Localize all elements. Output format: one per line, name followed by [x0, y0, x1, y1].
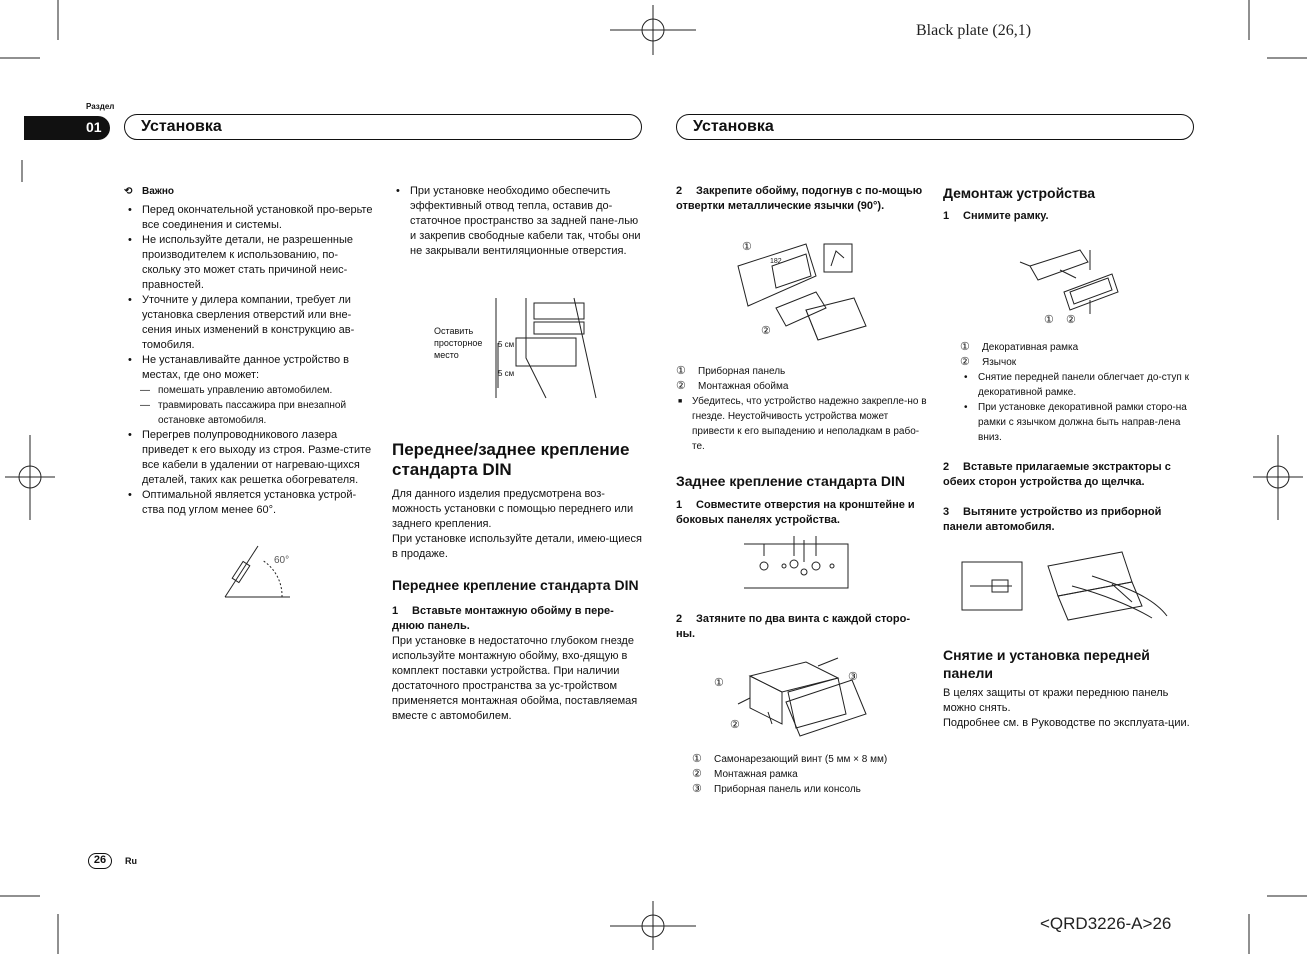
callout: ② — [730, 719, 740, 731]
fig-code: 182 — [770, 258, 782, 265]
caption: ① Приборная панель — [676, 365, 786, 377]
step: 1 Совместите отверстия на кронштейне и боковых панелях устройства. — [676, 499, 915, 526]
bullet: • Перегрев полупроводникового лазера приведет к его выходу из строя. Разме-стите все кабели в удалении от нагреваю-щихся деталей, таких как решетка обогревателя. — [124, 428, 376, 488]
column-2-lower — [392, 440, 642, 724]
step: 2 Затяните по два винта с каждой сторо-ны. — [676, 613, 911, 640]
section-number: 01 — [86, 119, 102, 135]
caption: ① Декоративная рамка — [960, 341, 1079, 353]
note: ■ Убедитесь, что устройство надежно закрепле-но в гнезде. Неустойчивость устройства может привести к его выпадению и неполадкам в рабо-те. — [676, 394, 928, 454]
step: 2 Закрепите обойму, подогнув с по-мощью отвертки металлические язычки (90°). — [676, 185, 923, 212]
caption: ③ Приборная панель или консоль — [692, 783, 861, 795]
sleeve-diagram — [736, 236, 866, 346]
important-icon: ⟲ — [124, 186, 133, 197]
important-heading: ⟲ Важно — [124, 186, 175, 197]
callout: ① — [1044, 314, 1054, 326]
column-3-mid — [676, 364, 928, 528]
column-4 — [943, 184, 1195, 224]
panel-heading: Снятие и установка передней панели — [943, 647, 1150, 681]
callout: ① — [714, 677, 724, 689]
angle-label: 60° — [274, 555, 290, 566]
language-label: Ru — [125, 856, 137, 866]
callout: ① — [742, 241, 752, 253]
column-3 — [676, 184, 928, 214]
extractor-diagram — [962, 546, 1174, 626]
bullet: • Не устанавливайте данное устройство в местах, где оно может: — [124, 353, 376, 383]
column-3-captions — [692, 752, 932, 797]
screw-diagram — [728, 654, 868, 738]
bullet: • Оптимальной является установка устрой-ства под углом менее 60°. — [124, 488, 376, 518]
callout: ② — [761, 325, 771, 337]
paragraph: В целях защиты от кражи переднюю панель можно снять. — [943, 687, 1169, 714]
paragraph: При установке в недостаточно глубоком гнезде используйте монтажную обойму, вхо-дящую в комплект поставки устройства. При наличии достаточного пространства за ус-тройством применяется монтажная обойма, поставляемая вместе с автомобилем. — [392, 635, 638, 722]
bullet: • Снятие передней панели облегчает до-ступ к декоративной рамке. — [960, 370, 1192, 400]
document-code: <QRD3226-A>26 — [1040, 914, 1172, 933]
step: 3 Вытяните устройство из приборной панели автомобиля. — [943, 506, 1162, 533]
bullet: • Не используйте детали, не разрешенные производителем к использованию, по-скольку это может стать причиной неис-правностей. — [124, 233, 376, 293]
sub-bullet: — помешать управлению автомобилем. — [124, 383, 376, 398]
sub-bullet: — травмировать пассажира при внезапной остановке автомобиля. — [124, 398, 376, 428]
step: 1 Снимите рамку. — [943, 210, 1049, 222]
front-din-heading: Переднее крепление стандарта DIN — [392, 577, 639, 593]
step: 1 Вставьте монтажную обойму в пере-днюю панель. — [392, 605, 614, 632]
remove-heading: Демонтаж устройства — [943, 185, 1096, 201]
column-4-captions — [960, 340, 1192, 445]
bullet: • При установке декоративной рамки сторо-на рамки с язычком должна быть направ-лена вниз. — [960, 400, 1192, 445]
bullet: • Перед окончательной установкой про-верьте все соединения и системы. — [124, 203, 376, 233]
din-heading: Переднее/заднее крепление стандарта DIN — [392, 440, 630, 479]
trim-ring-diagram — [1020, 244, 1120, 320]
right-header: Установка — [676, 114, 1194, 140]
angle-diagram — [222, 540, 297, 602]
page-number: 26 — [88, 853, 112, 869]
column-2 — [392, 184, 642, 259]
dim-label: 5 см — [498, 369, 515, 378]
bracket-diagram — [744, 536, 860, 592]
column-3-step2 — [676, 612, 928, 642]
step: 2 Вставьте прилагаемые экстракторы с обеих сторон устройства до щелчка. — [943, 461, 1171, 488]
paragraph: Для данного изделия предусмотрена воз-можность установки с помощью переднего или заднего крепления. — [392, 488, 634, 530]
space-label: Оставить просторное место — [434, 326, 483, 360]
caption: ② Язычок — [960, 356, 1017, 368]
column-1 — [124, 184, 376, 518]
callout: ② — [1066, 314, 1076, 326]
section-label: Раздел — [86, 102, 115, 111]
paragraph: При установке используйте детали, имею-щиеся в продаже. — [392, 533, 642, 560]
left-header: Установка — [124, 114, 642, 140]
callout: ③ — [848, 671, 858, 683]
column-4-steps — [943, 460, 1195, 535]
column-4-lower — [943, 646, 1195, 731]
plate-label: Black plate (26,1) — [916, 22, 1032, 39]
caption: ② Монтажная обойма — [676, 380, 789, 392]
paragraph: Подробнее см. в Руководстве по эксплуата-ции. — [943, 717, 1190, 729]
caption: ① Самонарезающий винт (5 мм × 8 мм) — [692, 753, 888, 765]
caption: ② Монтажная рамка — [692, 768, 798, 780]
rear-din-heading: Заднее крепление стандарта DIN — [676, 473, 905, 489]
bullet: • При установке необходимо обеспечить эффективный отвод тепла, оставив до-статочное пространство за задней пане-лью и закрепив свободные кабели так, чтобы они не закрывали вентиляционные отверстия. — [392, 184, 642, 259]
dim-label: 5 см — [498, 340, 515, 349]
bullet: • Уточните у дилера компании, требует ли установка сверления отверстий или вне-сения иных изменений в конструкцию ав-томобиля. — [124, 293, 376, 353]
